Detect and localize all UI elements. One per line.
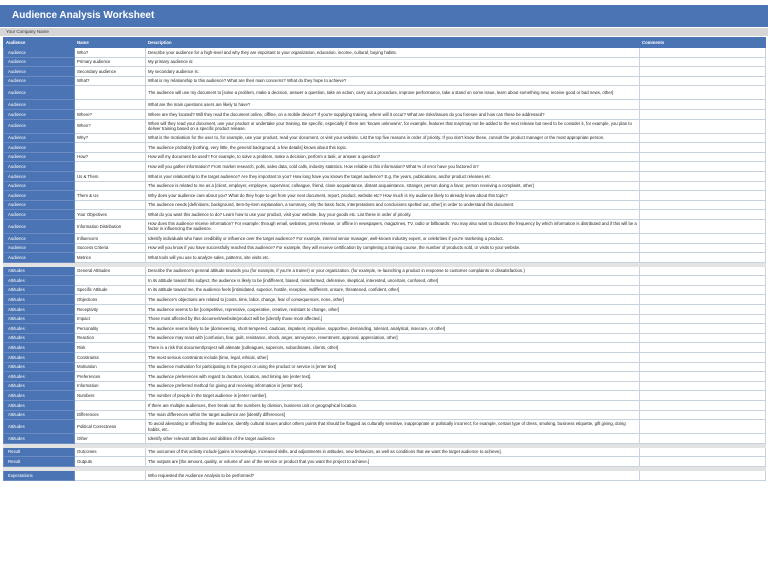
name-cell: Impact	[75, 314, 146, 324]
table-row	[4, 434, 766, 444]
comments-cell[interactable]	[640, 162, 766, 172]
name-cell: Outputs	[75, 457, 146, 467]
category-cell: Attitudes	[4, 353, 75, 363]
table-row	[4, 219, 766, 233]
table-row	[4, 457, 766, 467]
table-row	[4, 401, 766, 411]
name-cell: Information	[75, 381, 146, 391]
comments-cell[interactable]	[640, 67, 766, 77]
name-cell: Differences	[75, 410, 146, 420]
table-row	[4, 381, 766, 391]
name-cell: Influencers	[75, 233, 146, 243]
description-cell: When will they read your document, use your product or undertake your training. Be specific, especially if there are 'known unknowns', for example, features that may/may not be added to the next release but need to be consider it, for example, you plan to deliver training based on a specific product release.	[146, 119, 640, 133]
table-row	[4, 200, 766, 210]
category-cell: Audience	[4, 243, 75, 253]
comments-cell[interactable]	[640, 133, 766, 143]
description-cell: How will you gather information? From market research, polls, sales data, cold calls, industry statistics. How reliable is this information? What % of error have you factored in?	[146, 162, 640, 172]
description-cell: Identify individuals who have credibility or influence over the target audience? For example, internal senior manager, well-known industry expert, or celebrities if you're marketing a product.	[146, 233, 640, 243]
name-cell: Your Objectives	[75, 210, 146, 220]
table-row	[4, 295, 766, 305]
category-cell: Audience	[4, 100, 75, 110]
table-row	[4, 210, 766, 220]
description-cell: The audience preferences with regard to duration, location, and timing are [enter text].	[146, 372, 640, 382]
category-cell: Attitudes	[4, 401, 75, 411]
comments-cell[interactable]	[640, 109, 766, 119]
name-cell: Constraints	[75, 353, 146, 363]
category-cell: Audience	[4, 253, 75, 263]
description-cell: The number of people in the target audience is [enter number].	[146, 391, 640, 401]
name-cell: Success Criteria	[75, 243, 146, 253]
description-cell: What are the main questions users are likely to have?	[146, 100, 640, 110]
table-row	[4, 86, 766, 100]
description-cell: My secondary audience is:	[146, 67, 640, 77]
table-row	[4, 67, 766, 77]
description-cell: To avoid alienating or offending the audience, identify cultural issues and/or others points that should be flagged as culturally sensitive, inappropriate or politically incorrect; for example, certain type of dress, smoking, business etiquette, gift giving, doing habits, etc.	[146, 420, 640, 434]
description-cell: In its attitude toward me, the audience feels [intimidated, superior, hostile, receptive, indifferent, unsure, threatened, confident, other]	[146, 285, 640, 295]
category-cell: Attitudes	[4, 295, 75, 305]
comments-cell[interactable]	[640, 48, 766, 58]
table-row	[4, 109, 766, 119]
category-cell: Audience	[4, 210, 75, 220]
table-row	[4, 314, 766, 324]
table-row	[4, 253, 766, 263]
category-cell: Attitudes	[4, 434, 75, 444]
table-row	[4, 353, 766, 363]
comments-cell[interactable]	[640, 285, 766, 295]
table-row	[4, 362, 766, 372]
description-cell: The audience's objections are related to [costs, time, labor, change, fear of consequences, none, other]	[146, 295, 640, 305]
company-name-label: Your Company Name	[0, 28, 768, 36]
comments-cell[interactable]	[640, 434, 766, 444]
description-cell: Why does your audience care about you? What do they hope to get from your next document, report, product, website etc? How much is my audience likely to already know about this topic?	[146, 191, 640, 201]
description-cell: How will you know if you have successfully reached this audience? For example, they will receive certification by completing a training course, the number of products sold, or visits to your website.	[146, 243, 640, 253]
category-cell: Attitudes	[4, 343, 75, 353]
description-cell: The outcomes of this activity include [gains in knowledge, increased skills, and adjustments in attitudes, new behaviors, as well as conditions that we want the target audience to achieve].	[146, 447, 640, 457]
name-cell	[75, 200, 146, 210]
table-row	[4, 133, 766, 143]
comments-cell[interactable]	[640, 200, 766, 210]
category-cell: Attitudes	[4, 324, 75, 334]
category-cell: Audience	[4, 181, 75, 191]
category-cell: Attitudes	[4, 410, 75, 420]
category-cell: Audience	[4, 119, 75, 133]
description-cell: Describe your audience for a high-level and why they are important to your organization, education, income, cultural, buying habits.	[146, 48, 640, 58]
description-cell: Those most affected by this document/website/product will be [identify those most affected.]	[146, 314, 640, 324]
description-cell: Who requested the Audience Analysis to be performed?	[146, 470, 640, 480]
comments-cell[interactable]	[640, 233, 766, 243]
name-cell: General Attitudes	[75, 266, 146, 276]
description-cell: The audience will use my document to [solve a problem, make a decision, answer a question, take an action, carry out a procedure, improve performance, take a stand on some issue, learn about something new, receive good or bad news, other]	[146, 86, 640, 100]
name-cell: Where?	[75, 109, 146, 119]
category-cell: Attitudes	[4, 381, 75, 391]
comments-cell[interactable]	[640, 333, 766, 343]
name-cell: Secondary audience	[75, 67, 146, 77]
page-title: Audience Analysis Worksheet	[0, 5, 768, 27]
category-cell: Audience	[4, 191, 75, 201]
category-cell: Audience	[4, 133, 75, 143]
comments-cell[interactable]	[640, 401, 766, 411]
comments-cell[interactable]	[640, 191, 766, 201]
category-cell: Attitudes	[4, 372, 75, 382]
table-row	[4, 372, 766, 382]
description-cell: The main differences within the target audience are [identify differences]	[146, 410, 640, 420]
description-cell: Where are they located? Will they read the document online, offline, on a mobile device? If you're supplying training, where will it occur? What are risks/issues do you foresee and how can these be addressed?	[146, 109, 640, 119]
name-cell: Personality	[75, 324, 146, 334]
comments-cell[interactable]	[640, 410, 766, 420]
category-cell: Attitudes	[4, 420, 75, 434]
category-cell: Attitudes	[4, 266, 75, 276]
name-cell	[75, 181, 146, 191]
comments-cell[interactable]	[640, 362, 766, 372]
comments-cell[interactable]	[640, 324, 766, 334]
category-cell: Audience	[4, 57, 75, 67]
comments-cell[interactable]	[640, 391, 766, 401]
name-cell: Why?	[75, 133, 146, 143]
category-cell: Audience	[4, 109, 75, 119]
table-row	[4, 470, 766, 480]
name-cell	[75, 401, 146, 411]
description-cell: What tools will you use to analyze sales, patterns, site visits etc.	[146, 253, 640, 263]
category-cell: Audience	[4, 76, 75, 86]
table-row	[4, 276, 766, 286]
category-cell: Audience	[4, 200, 75, 210]
header-row	[4, 38, 766, 48]
comments-cell[interactable]	[640, 57, 766, 67]
category-cell: Attitudes	[4, 276, 75, 286]
table-row	[4, 57, 766, 67]
table-row	[4, 119, 766, 133]
comments-cell[interactable]	[640, 381, 766, 391]
description-cell: The audience probably [nothing, very little, the general background, a few details] knows about this topic.	[146, 143, 640, 153]
name-cell: Other	[75, 434, 146, 444]
name-cell	[75, 100, 146, 110]
table-row	[4, 420, 766, 434]
name-cell: Political Correctness	[75, 420, 146, 434]
name-cell: Preferences	[75, 372, 146, 382]
comments-cell[interactable]	[640, 181, 766, 191]
description-cell: How will my document be used? For example, to solve a problem, make a decision, perform a task, or answer a question?	[146, 152, 640, 162]
table-row	[4, 191, 766, 201]
comments-cell[interactable]	[640, 343, 766, 353]
table-row	[4, 447, 766, 457]
description-cell: If there are multiple audiences, then break out the numbers by division, business unit or geographical location.	[146, 401, 640, 411]
table-row	[4, 100, 766, 110]
name-cell	[75, 143, 146, 153]
comments-cell[interactable]	[640, 447, 766, 457]
comments-cell[interactable]	[640, 143, 766, 153]
table-row	[4, 243, 766, 253]
description-cell: What is the motivation for the user to, for example, use your product, read your document, or visit your website. List the top five reasons in order of priority. If you don't know these, consult the product manager or the most appropriate person.	[146, 133, 640, 143]
name-cell	[75, 470, 146, 480]
comments-cell[interactable]	[640, 119, 766, 133]
description-cell: The audience needs [definitions, background, item-by-item explanation, a summary, only the basic facts, interpretations and conclusions spelled out, other] in order to understand this document.	[146, 200, 640, 210]
comments-cell[interactable]	[640, 266, 766, 276]
category-cell: Audience	[4, 162, 75, 172]
category-cell: Audience	[4, 171, 75, 181]
category-cell: Audience	[4, 143, 75, 153]
table-row	[4, 324, 766, 334]
description-cell: What do you want this audience to do? Learn how to use your product, visit your website, buy your goods etc. List these in order of priority.	[146, 210, 640, 220]
category-cell: Audience	[4, 233, 75, 243]
table-row	[4, 285, 766, 295]
header-comments: Comments	[640, 38, 766, 48]
name-cell: When?	[75, 119, 146, 133]
name-cell	[75, 276, 146, 286]
category-cell: Attitudes	[4, 333, 75, 343]
name-cell: Outcomes	[75, 447, 146, 457]
category-cell: Attitudes	[4, 305, 75, 315]
name-cell: Who?	[75, 48, 146, 58]
header-audience: Audience	[4, 38, 75, 48]
comments-cell[interactable]	[640, 372, 766, 382]
category-cell: Result	[4, 457, 75, 467]
description-cell: The audience seems likely to be [domineering, short-tempered, cautious, impatient, impulsive, supportive, demanding, tolerant, analytical, insecure, or other]	[146, 324, 640, 334]
comments-cell[interactable]	[640, 219, 766, 233]
comments-cell[interactable]	[640, 420, 766, 434]
description-cell: The audience motivation for participating in the project or using the product or service is [enter text]	[146, 362, 640, 372]
category-cell: Audience	[4, 86, 75, 100]
category-cell: Audience	[4, 67, 75, 77]
table-row	[4, 181, 766, 191]
name-cell	[75, 86, 146, 100]
description-cell: There is a risk this document/project will alienate [colleagues, superiors, subordinates, clients, other]	[146, 343, 640, 353]
category-cell: Expectations	[4, 470, 75, 480]
comments-cell[interactable]	[640, 314, 766, 324]
table-row	[4, 410, 766, 420]
comments-cell[interactable]	[640, 171, 766, 181]
name-cell: Objections	[75, 295, 146, 305]
table-row	[4, 171, 766, 181]
comments-cell[interactable]	[640, 305, 766, 315]
table-row	[4, 391, 766, 401]
name-cell: Metrics	[75, 253, 146, 263]
table-row	[4, 48, 766, 58]
name-cell: Specific Attitude	[75, 285, 146, 295]
description-cell: The most serious constraints include [time, legal, ethical, other]	[146, 353, 640, 363]
category-cell: Attitudes	[4, 362, 75, 372]
name-cell: What?	[75, 76, 146, 86]
description-cell: The outputs are [the amount, quality, or volume of use of the service or product that you want the project to achieve.]	[146, 457, 640, 467]
name-cell: Reaction	[75, 333, 146, 343]
worksheet-table	[3, 37, 766, 481]
comments-cell[interactable]	[640, 253, 766, 263]
description-cell: Identify other relevant attributes and abilities of the target audience	[146, 434, 640, 444]
table-row	[4, 143, 766, 153]
name-cell: Motivation	[75, 362, 146, 372]
table-row	[4, 266, 766, 276]
name-cell	[75, 162, 146, 172]
comments-cell[interactable]	[640, 243, 766, 253]
table-row	[4, 305, 766, 315]
category-cell: Attitudes	[4, 391, 75, 401]
description-cell: Describe the audience's general attitude towards you (for example, if you're a trainer) or your organization. (for example, re-launching a product in response to customer complaints or dissatisfaction.)	[146, 266, 640, 276]
comments-cell[interactable]	[640, 276, 766, 286]
name-cell: Us & Them	[75, 171, 146, 181]
description-cell: The audience is related to me as a [client, employer, employee, supervisor, colleague, friend, close acquaintance, distant acquaintance, stranger, person doing a favor, person receiving a complaint, other]	[146, 181, 640, 191]
description-cell: My primary audience is:	[146, 57, 640, 67]
description-cell: What is my relationship to this audience? What are their main concerns? What do they hope to achieve?	[146, 76, 640, 86]
table-row	[4, 343, 766, 353]
description-cell: In its attitude toward this subject, the audience is likely to be [indifferent, biased, misinformed, defensive, skeptical, interested, uncertain, confused, other]	[146, 276, 640, 286]
category-cell: Audience	[4, 152, 75, 162]
name-cell: Primary audience	[75, 57, 146, 67]
comments-cell[interactable]	[640, 76, 766, 86]
comments-cell[interactable]	[640, 152, 766, 162]
name-cell: Numbers	[75, 391, 146, 401]
comments-cell[interactable]	[640, 457, 766, 467]
comments-cell[interactable]	[640, 295, 766, 305]
description-cell: How does this audience receive information? For example: through email, websites, press release, or offline in newspapers, magazines, TV, radio or billboards. You may also want to discuss the frequency by which information is distributed and if this will be a factor in influencing the audience.	[146, 219, 640, 233]
comments-cell[interactable]	[640, 210, 766, 220]
description-cell: What is your relationship to the target audience? Are they important to you? How long have you known the target audience? E.g. the years, publications, and/or product releases etc	[146, 171, 640, 181]
comments-cell[interactable]	[640, 100, 766, 110]
name-cell: How?	[75, 152, 146, 162]
description-cell: The audience may react with [confusion, fear, guilt, resistance, shock, anger, annoyance, resentment, approval, appreciation, other]	[146, 333, 640, 343]
table-row	[4, 233, 766, 243]
table-row	[4, 76, 766, 86]
name-cell: Information Distribution	[75, 219, 146, 233]
category-cell: Attitudes	[4, 285, 75, 295]
table-row	[4, 333, 766, 343]
comments-cell[interactable]	[640, 470, 766, 480]
table-row	[4, 162, 766, 172]
comments-cell[interactable]	[640, 353, 766, 363]
header-description: Description	[146, 38, 640, 48]
table-row	[4, 152, 766, 162]
category-cell: Result	[4, 447, 75, 457]
category-cell: Attitudes	[4, 314, 75, 324]
comments-cell[interactable]	[640, 86, 766, 100]
category-cell: Audience	[4, 219, 75, 233]
header-name: Name	[75, 38, 146, 48]
description-cell: The audience preferred method for giving and receiving information is [enter text].	[146, 381, 640, 391]
category-cell: Audience	[4, 48, 75, 58]
worksheet-rows	[4, 48, 766, 481]
name-cell: Risk	[75, 343, 146, 353]
description-cell: The audience seems to be [competitive, repressive, cooperative, creative, resistant to change, other]	[146, 305, 640, 315]
name-cell: Receptivity	[75, 305, 146, 315]
name-cell: Them & Us	[75, 191, 146, 201]
